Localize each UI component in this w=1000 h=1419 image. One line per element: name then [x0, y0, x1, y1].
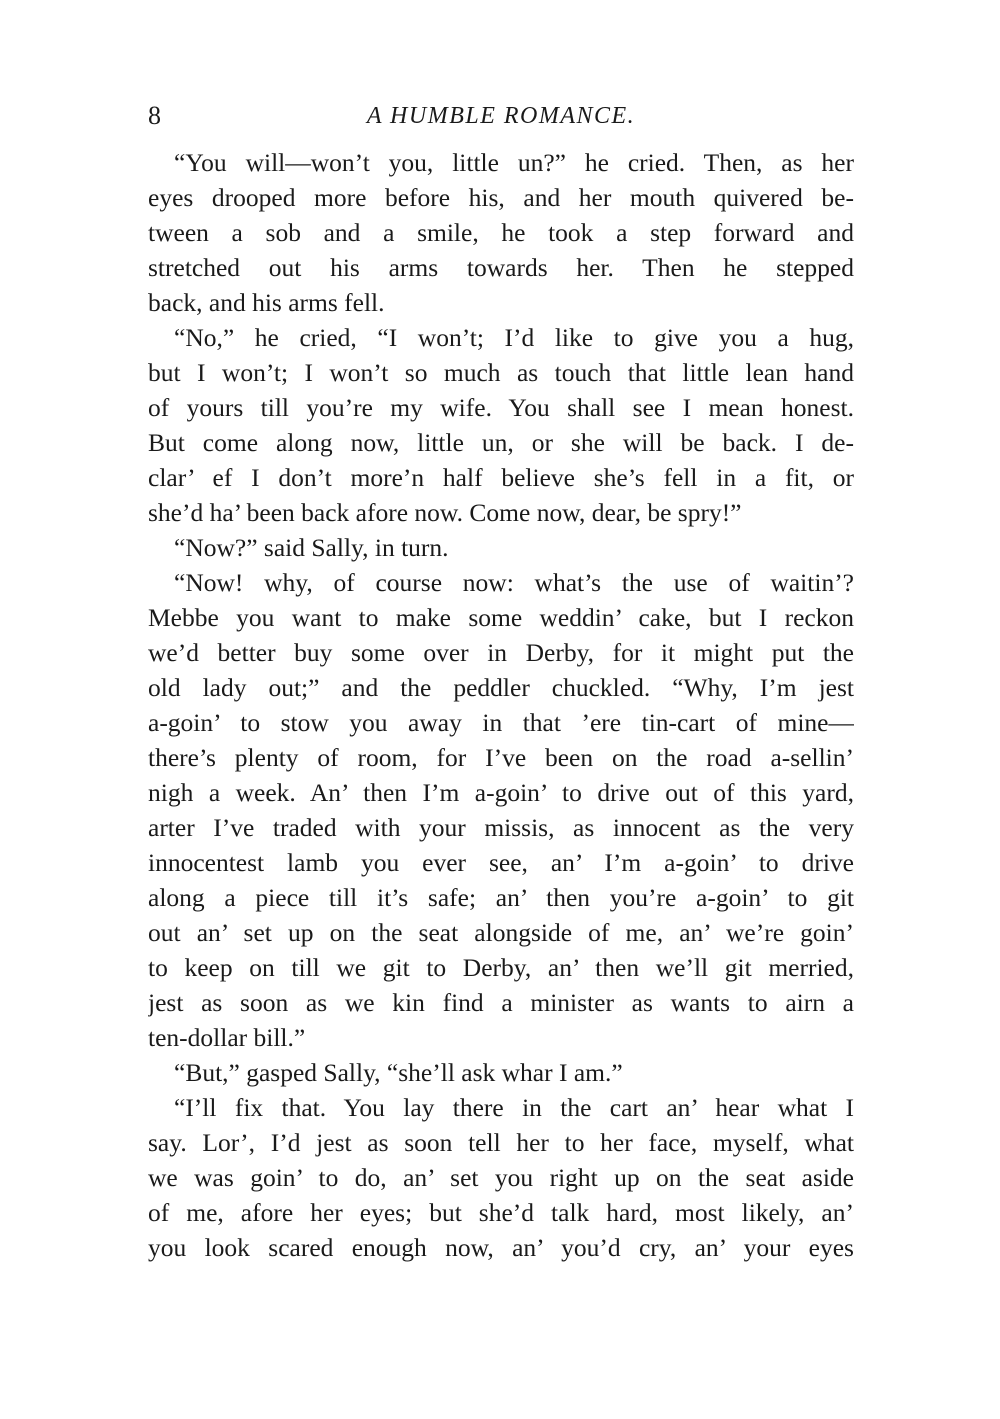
text-line: she’d ha’ been back afore now. Come now, dear, be spry!” — [148, 498, 742, 527]
text-line: Mebbe you want to make some weddin’ cake, but I reckon — [148, 603, 854, 632]
text-line: tween a sob and a smile, he took a step forward and — [148, 218, 854, 247]
text-line: out an’ set up on the seat alongside of me, an’ we’re goin’ — [148, 918, 854, 947]
text-line: back, and his arms fell. — [148, 288, 385, 317]
text-line: along a piece till it’s safe; an’ then you’re a-goin’ to git — [148, 883, 854, 912]
text-line: ten-dollar bill.” — [148, 1023, 306, 1052]
text-line: “You will—won’t you, little un?” he cried. Then, as her — [174, 148, 854, 177]
text-line: of yours till you’re my wife. You shall see I mean honest. — [148, 393, 854, 422]
text-line: clar’ ef I don’t more’n half believe she’s fell in a fit, or — [148, 463, 854, 492]
page-number: 8 — [148, 101, 161, 130]
text-line: to keep on till we git to Derby, an’ then we’ll git merried, — [148, 953, 854, 982]
body-text — [148, 145, 854, 1265]
text-line: you look scared enough now, an’ you’d cry, an’ your eyes — [148, 1233, 854, 1262]
text-line: we was goin’ to do, an’ set you right up on the seat aside — [148, 1163, 854, 1192]
text-line: But come along now, little un, or she will be back. I de- — [148, 428, 854, 457]
text-line: jest as soon as we kin find a minister as wants to airn a — [148, 988, 854, 1017]
text-line: say. Lor’, I’d jest as soon tell her to her face, myself, what — [148, 1128, 854, 1157]
text-line: old lady out;” and the peddler chuckled. “Why, I’m jest — [148, 673, 854, 702]
text-line: of me, afore her eyes; but she’d talk hard, most likely, an’ — [148, 1198, 854, 1227]
text-line: “Now?” said Sally, in turn. — [174, 533, 449, 562]
text-line: but I won’t; I won’t so much as touch that little lean hand — [148, 358, 854, 387]
text-line: nigh a week. An’ then I’m a-goin’ to drive out of this yard, — [148, 778, 854, 807]
text-line: innocentest lamb you ever see, an’ I’m a-goin’ to drive — [148, 848, 854, 877]
text-line: stretched out his arms towards her. Then he stepped — [148, 253, 854, 282]
text-line: a-goin’ to stow you away in that ’ere tin-cart of mine— — [148, 708, 854, 737]
text-line: there’s plenty of room, for I’ve been on the road a-sellin’ — [148, 743, 854, 772]
text-line: arter I’ve traded with your missis, as innocent as the very — [148, 813, 854, 842]
text-line: “No,” he cried, “I won’t; I’d like to give you a hug, — [174, 323, 854, 352]
running-title: A HUMBLE ROMANCE. — [366, 103, 636, 129]
text-line: “I’ll fix that. You lay there in the cart an’ hear what I — [174, 1093, 854, 1122]
text-line: we’d better buy some over in Derby, for it might put the — [148, 638, 854, 667]
text-line: “Now! why, of course now: what’s the use of waitin’? — [174, 568, 854, 597]
text-line: eyes drooped more before his, and her mouth quivered be- — [148, 183, 854, 212]
page-header — [148, 96, 854, 136]
text-line: “But,” gasped Sally, “she’ll ask whar I am.” — [174, 1058, 623, 1087]
